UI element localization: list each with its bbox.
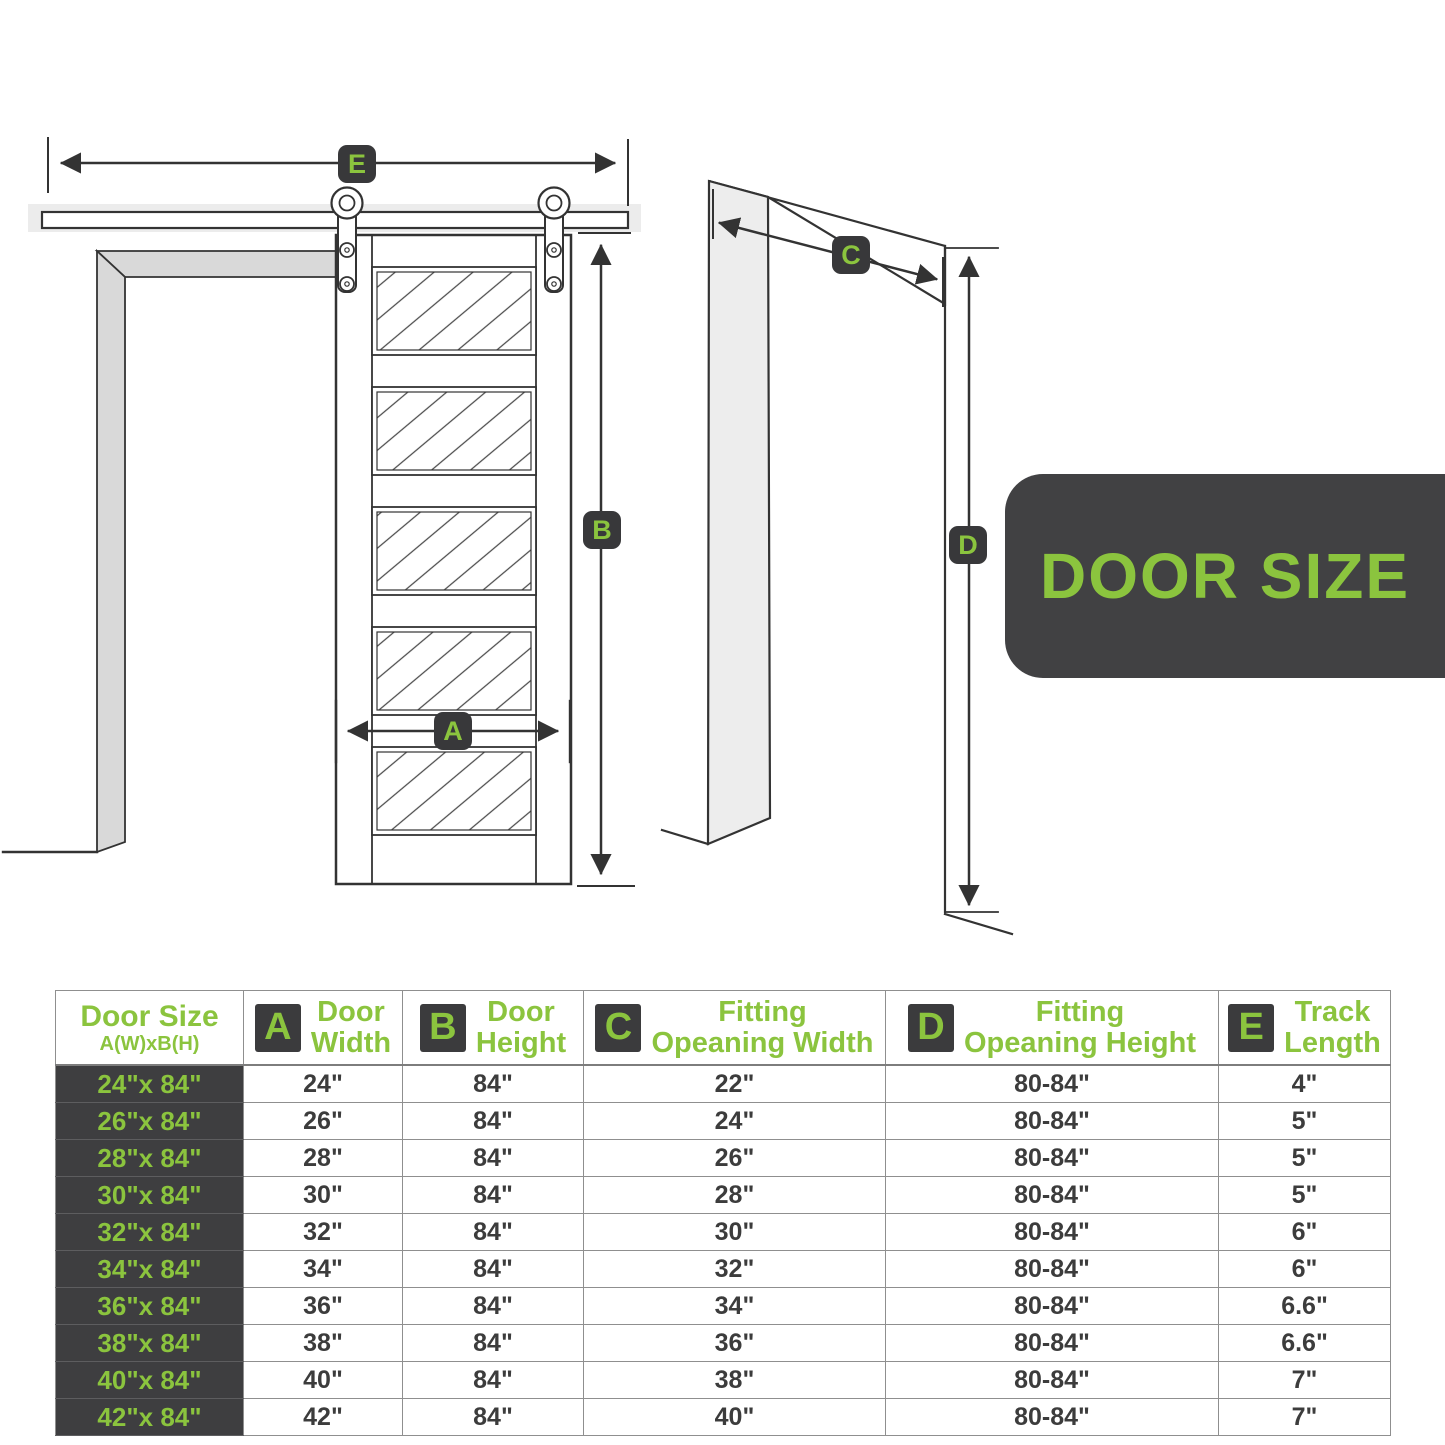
cell-door-height: 84" [403, 1177, 584, 1214]
cell-fitting-height: 80-84" [886, 1325, 1219, 1362]
header-door-size-sub: A(W)xB(H) [99, 1033, 200, 1055]
table-row [56, 1140, 1391, 1177]
cell-door-width: 32" [244, 1214, 403, 1251]
table-row [56, 1251, 1391, 1288]
table-row [56, 1177, 1391, 1214]
cell-track-length: 6.6" [1219, 1325, 1391, 1362]
table-row [56, 1065, 1391, 1103]
door-size-title-badge [1005, 474, 1445, 678]
cell-door-width: 34" [244, 1251, 403, 1288]
cell-size: 26"x 84" [56, 1103, 244, 1140]
cell-size: 38"x 84" [56, 1325, 244, 1362]
table-row [56, 1288, 1391, 1325]
cell-door-width: 42" [244, 1399, 403, 1436]
dim-b-door-height [578, 233, 634, 886]
header-door-size-title: Door Size [80, 1000, 219, 1033]
cell-door-width: 28" [244, 1140, 403, 1177]
cell-fitting-height: 80-84" [886, 1214, 1219, 1251]
table-row [56, 1325, 1391, 1362]
cell-door-width: 26" [244, 1103, 403, 1140]
cell-track-length: 5" [1219, 1140, 1391, 1177]
cell-track-length: 6" [1219, 1251, 1391, 1288]
cell-track-length: 6.6" [1219, 1288, 1391, 1325]
table-row [56, 1103, 1391, 1140]
cell-size: 30"x 84" [56, 1177, 244, 1214]
header-label-line2: Opeaning Height [964, 1026, 1196, 1059]
cell-door-width: 38" [244, 1325, 403, 1362]
header-label-line1: Fitting [718, 995, 807, 1028]
barn-door [336, 235, 571, 884]
dim-label-c: C [832, 236, 870, 274]
cell-door-height: 84" [403, 1251, 584, 1288]
dim-label-b: B [583, 511, 621, 549]
cell-fitting-width: 22" [584, 1065, 886, 1103]
dim-label-d: D [949, 526, 987, 564]
cell-size: 34"x 84" [56, 1251, 244, 1288]
cell-door-height: 84" [403, 1288, 584, 1325]
header-door-width [244, 991, 403, 1066]
header-badge-a: A [255, 1004, 301, 1052]
header-badge-b: B [420, 1004, 466, 1052]
header-label-line2: Width [310, 1026, 392, 1059]
header-label-line1: Door [487, 995, 555, 1028]
header-door-size [56, 991, 244, 1066]
cell-fitting-height: 80-84" [886, 1177, 1219, 1214]
cell-fitting-height: 80-84" [886, 1103, 1219, 1140]
cell-fitting-height: 80-84" [886, 1399, 1219, 1436]
table-row [56, 1362, 1391, 1399]
cell-track-length: 4" [1219, 1065, 1391, 1103]
header-fitting-height [886, 991, 1219, 1066]
cell-fitting-width: 40" [584, 1399, 886, 1436]
cell-track-length: 6" [1219, 1214, 1391, 1251]
header-label-line2: Opeaning Width [651, 1026, 874, 1059]
cell-fitting-width: 26" [584, 1140, 886, 1177]
header-label-line1: Fitting [1035, 995, 1125, 1028]
dim-label-a: A [434, 712, 472, 750]
cell-fitting-height: 80-84" [886, 1362, 1219, 1399]
header-label-line2: Length [1284, 1026, 1381, 1059]
cell-fitting-width: 24" [584, 1103, 886, 1140]
table-row [56, 1399, 1391, 1436]
cell-track-length: 7" [1219, 1399, 1391, 1436]
cell-fitting-width: 32" [584, 1251, 886, 1288]
cell-door-height: 84" [403, 1214, 584, 1251]
cell-door-width: 36" [244, 1288, 403, 1325]
header-label-line2: Height [475, 1026, 567, 1059]
table-header-row [56, 991, 1391, 1066]
cell-fitting-height: 80-84" [886, 1065, 1219, 1103]
cell-door-height: 84" [403, 1399, 584, 1436]
header-fitting-width [584, 991, 886, 1066]
table-row [56, 1214, 1391, 1251]
cell-door-height: 84" [403, 1362, 584, 1399]
cell-fitting-height: 80-84" [886, 1288, 1219, 1325]
cell-size: 36"x 84" [56, 1288, 244, 1325]
cell-fitting-width: 28" [584, 1177, 886, 1214]
header-badge-c: C [595, 1004, 641, 1052]
cell-track-length: 5" [1219, 1103, 1391, 1140]
header-label-line1: Door [317, 995, 385, 1028]
cell-track-length: 7" [1219, 1362, 1391, 1399]
header-door-height [403, 991, 584, 1066]
size-table-section [55, 990, 1390, 1436]
door-size-table [55, 990, 1391, 1436]
cell-fitting-width: 30" [584, 1214, 886, 1251]
cell-fitting-width: 36" [584, 1325, 886, 1362]
door-frame-left [3, 251, 340, 852]
cell-size: 24"x 84" [56, 1065, 244, 1103]
cell-door-width: 30" [244, 1177, 403, 1214]
dim-label-e: E [338, 145, 376, 183]
header-label-line1: Track [1294, 995, 1371, 1028]
header-badge-e: E [1228, 1004, 1274, 1052]
cell-door-width: 40" [244, 1362, 403, 1399]
cell-size: 32"x 84" [56, 1214, 244, 1251]
cell-door-height: 84" [403, 1325, 584, 1362]
door-size-title: DOOR SIZE [1040, 540, 1411, 612]
cell-fitting-height: 80-84" [886, 1251, 1219, 1288]
cell-size: 28"x 84" [56, 1140, 244, 1177]
cell-fitting-width: 38" [584, 1362, 886, 1399]
header-track-length [1219, 991, 1391, 1066]
header-badge-d: D [908, 1004, 954, 1052]
cell-door-height: 84" [403, 1140, 584, 1177]
cell-track-length: 5" [1219, 1177, 1391, 1214]
cell-fitting-width: 34" [584, 1288, 886, 1325]
cell-size: 40"x 84" [56, 1362, 244, 1399]
cell-fitting-height: 80-84" [886, 1140, 1219, 1177]
cell-size: 42"x 84" [56, 1399, 244, 1436]
cell-door-height: 84" [403, 1065, 584, 1103]
cell-door-width: 24" [244, 1065, 403, 1103]
cell-door-height: 84" [403, 1103, 584, 1140]
